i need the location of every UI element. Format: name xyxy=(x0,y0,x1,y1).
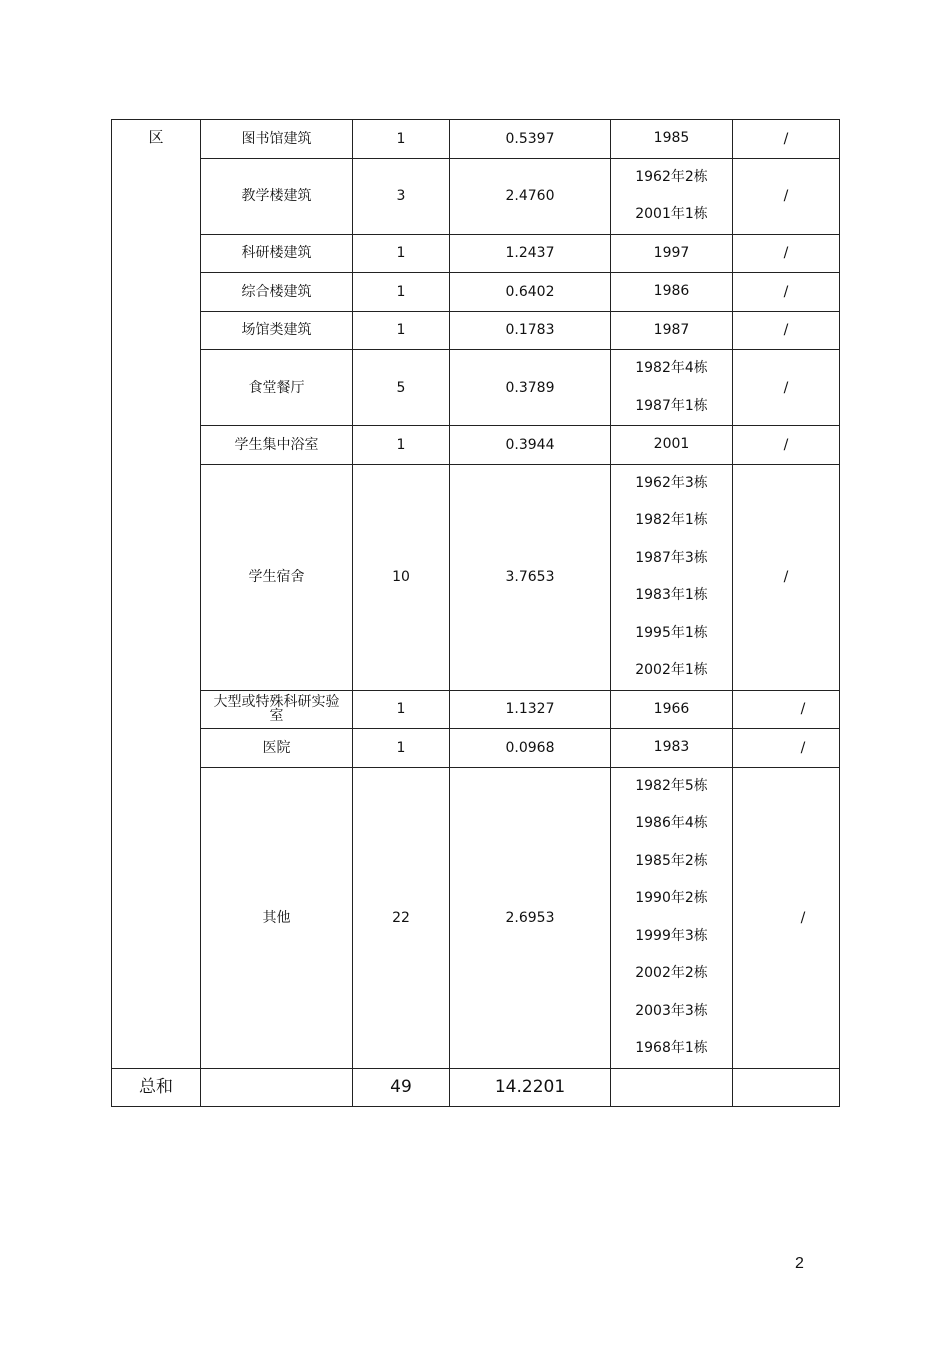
note-cell: / xyxy=(733,273,840,312)
building-type-cell: 科研楼建筑 xyxy=(201,234,353,273)
table-row xyxy=(112,158,840,234)
construction-year-entry: 1983年1栋 xyxy=(635,587,708,603)
building-area-cell: 2.6953 xyxy=(450,767,611,1068)
table-row xyxy=(112,273,840,312)
construction-year-cell xyxy=(611,234,733,273)
building-count-cell: 1 xyxy=(353,690,450,729)
building-statistics-table xyxy=(111,119,840,1107)
table-row xyxy=(112,464,840,690)
table-row xyxy=(112,120,840,159)
building-type-cell: 场馆类建筑 xyxy=(201,311,353,350)
building-count-cell: 10 xyxy=(353,464,450,690)
construction-year-entry: 1986年4栋 xyxy=(635,815,708,831)
total-label-cell: 总和 xyxy=(112,1068,201,1106)
construction-year-entry: 2002年2栋 xyxy=(635,965,708,981)
building-area-cell: 1.1327 xyxy=(450,690,611,729)
construction-year-entry: 1987年3栋 xyxy=(635,549,708,566)
construction-year-entry: 1962年3栋 xyxy=(635,474,708,491)
building-count-cell: 1 xyxy=(353,729,450,768)
construction-year-entry: 1985年2栋 xyxy=(635,852,708,869)
note-cell: / xyxy=(733,158,840,234)
construction-year-entry: 1987 xyxy=(653,321,690,338)
construction-year-cell xyxy=(611,426,733,465)
total-note-empty-cell xyxy=(733,1068,840,1106)
building-type-cell: 学生宿舍 xyxy=(201,464,353,690)
note-cell: / xyxy=(733,464,840,690)
building-count-cell: 1 xyxy=(353,234,450,273)
total-count-cell: 49 xyxy=(353,1068,450,1106)
construction-year-cell xyxy=(611,120,733,159)
building-type-cell: 图书馆建筑 xyxy=(201,120,353,159)
note-cell: / xyxy=(733,690,840,729)
building-count-cell: 1 xyxy=(353,120,450,159)
building-type-cell: 大型或特殊科研实验室 xyxy=(201,690,353,729)
construction-year-entry: 1983 xyxy=(653,739,690,755)
building-count-cell: 1 xyxy=(353,311,450,350)
construction-year-cell xyxy=(611,464,733,690)
construction-year-entry: 1985 xyxy=(653,130,690,146)
building-area-cell: 0.1783 xyxy=(450,311,611,350)
building-area-cell: 0.5397 xyxy=(450,120,611,159)
building-type-cell: 综合楼建筑 xyxy=(201,273,353,312)
construction-year-entry: 2001 xyxy=(653,436,690,452)
building-count-cell: 1 xyxy=(353,426,450,465)
building-type-cell: 其他 xyxy=(201,767,353,1068)
construction-year-entry: 1995年1栋 xyxy=(635,624,708,641)
note-cell: / xyxy=(733,120,840,159)
building-area-cell: 3.7653 xyxy=(450,464,611,690)
building-type-cell: 食堂餐厅 xyxy=(201,350,353,426)
construction-year-entry: 1968年1栋 xyxy=(635,1040,708,1056)
total-row xyxy=(112,1068,840,1106)
table-row xyxy=(112,311,840,350)
construction-year-cell xyxy=(611,350,733,426)
page-number: 2 xyxy=(795,1255,804,1272)
total-empty-cell xyxy=(201,1068,353,1106)
building-area-cell: 2.4760 xyxy=(450,158,611,234)
note-cell: / xyxy=(733,729,840,768)
construction-year-entry: 2001年1栋 xyxy=(635,206,708,222)
note-cell: / xyxy=(733,350,840,426)
building-area-cell: 0.0968 xyxy=(450,729,611,768)
construction-year-cell xyxy=(611,158,733,234)
table-row xyxy=(112,234,840,273)
construction-year-cell xyxy=(611,690,733,729)
construction-year-entry: 1997 xyxy=(653,244,690,261)
building-area-cell: 0.6402 xyxy=(450,273,611,312)
construction-year-cell xyxy=(611,311,733,350)
table-row xyxy=(112,350,840,426)
note-cell: / xyxy=(733,426,840,465)
construction-year-entry: 1987年1栋 xyxy=(635,397,708,414)
construction-year-entry: 1986 xyxy=(653,283,690,299)
construction-year-entry: 1982年4栋 xyxy=(635,360,708,376)
construction-year-entry: 2003年3栋 xyxy=(635,1002,708,1019)
construction-year-entry: 1990年2栋 xyxy=(635,890,708,906)
table-row xyxy=(112,690,840,729)
table-body xyxy=(112,120,840,1107)
table-row xyxy=(112,426,840,465)
building-count-cell: 22 xyxy=(353,767,450,1068)
total-area-cell: 14.2201 xyxy=(450,1068,611,1106)
construction-year-cell xyxy=(611,767,733,1068)
building-type-cell: 医院 xyxy=(201,729,353,768)
district-label: 区 xyxy=(112,120,201,1069)
table-row xyxy=(112,767,840,1068)
construction-year-entry: 2002年1栋 xyxy=(635,662,708,678)
building-count-cell: 5 xyxy=(353,350,450,426)
building-area-cell: 1.2437 xyxy=(450,234,611,273)
building-count-cell: 3 xyxy=(353,158,450,234)
note-cell: / xyxy=(733,311,840,350)
total-year-empty-cell xyxy=(611,1068,733,1106)
note-cell: / xyxy=(733,234,840,273)
construction-year-cell xyxy=(611,273,733,312)
building-area-cell: 0.3944 xyxy=(450,426,611,465)
note-cell: / xyxy=(733,767,840,1068)
building-area-cell: 0.3789 xyxy=(450,350,611,426)
construction-year-cell xyxy=(611,729,733,768)
construction-year-entry: 1999年3栋 xyxy=(635,927,708,944)
building-count-cell: 1 xyxy=(353,273,450,312)
construction-year-entry: 1962年2栋 xyxy=(635,168,708,185)
building-type-cell: 教学楼建筑 xyxy=(201,158,353,234)
construction-year-entry: 1982年5栋 xyxy=(635,777,708,794)
construction-year-entry: 1982年1栋 xyxy=(635,512,708,528)
construction-year-entry: 1966 xyxy=(653,700,690,717)
building-type-cell: 学生集中浴室 xyxy=(201,426,353,465)
table-row xyxy=(112,729,840,768)
